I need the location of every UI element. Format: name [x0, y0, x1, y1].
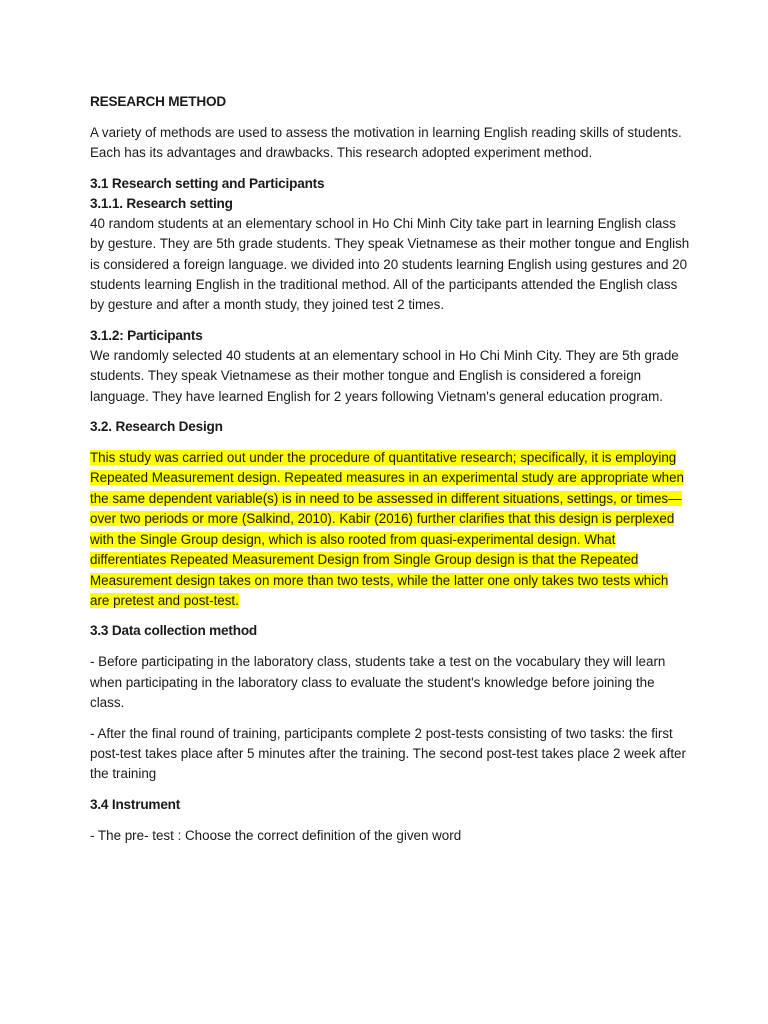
participants-paragraph: We randomly selected 40 students at an elementary school in Ho Chi Minh City. They are 5th grade students. They speak Vietnamese as their mother tongue and English is considered a foreign language. They have learned English for 2 years following Vietnam's general education program.: [90, 347, 679, 404]
section-3-1-2-heading: 3.1.2: Participants: [90, 327, 203, 343]
document-page: [90, 92, 690, 846]
section-3-2-heading: 3.2. Research Design: [90, 419, 223, 435]
section-3-3-heading: 3.3 Data collection method: [90, 623, 258, 639]
data-collection-item-2: - After the final round of training, participants complete 2 post-tests consisting of two tasks: the first post-test takes place after 5 minutes after the training. The second post-test takes place 2 week after the training: [90, 725, 686, 782]
research-setting-paragraph: 40 random students at an elementary school in Ho Chi Minh City take part in learning English class by gesture. They are 5th grade students. They speak Vietnamese as their mother tongue and English is considered a foreign language. we divided into 20 students learning English using gestures and 20 students learning English in the traditional method. All of the participants attended the English class by gesture and after a month study, they joined test 2 times.: [90, 215, 690, 313]
section-3-4-heading: 3.4 Instrument: [90, 796, 181, 812]
data-collection-item-1: - Before participating in the laboratory class, students take a test on the vocabulary they will learn when participating in the laboratory class to evaluate the student's knowledge before joining the class.: [90, 654, 666, 711]
intro-paragraph: A variety of methods are used to assess the motivation in learning English reading skills of students. Each has its advantages and drawbacks. This research adopted experiment method.: [90, 125, 682, 161]
research-design-paragraph: [90, 448, 690, 611]
instrument-item-1: - The pre- test : Choose the correct definition of the given word: [90, 827, 462, 843]
document-title: RESEARCH METHOD: [90, 94, 226, 109]
section-3-1-heading: 3.1 Research setting and Participants: [90, 175, 325, 191]
section-3-1-1-heading: 3.1.1. Research setting: [90, 195, 233, 211]
highlighted-text: This study was carried out under the procedure of quantitative research; specifically, it is employing Repeated Measurement design. Repeated measures in an experimental study are appropriate when the same dependent variable(s) is in need to be assessed in different situations, settings, or times—over two periods or more (Salkind, 2010). Kabir (2016) further clarifies that this design is perplexed with the Single Group design, which is also rooted from quasi-experimental design. What differentiates Repeated Measurement Design from Single Group design is that the Repeated Measurement design takes on more than two tests, while the latter one only takes two tests which are pretest and post-test.: [90, 450, 685, 608]
